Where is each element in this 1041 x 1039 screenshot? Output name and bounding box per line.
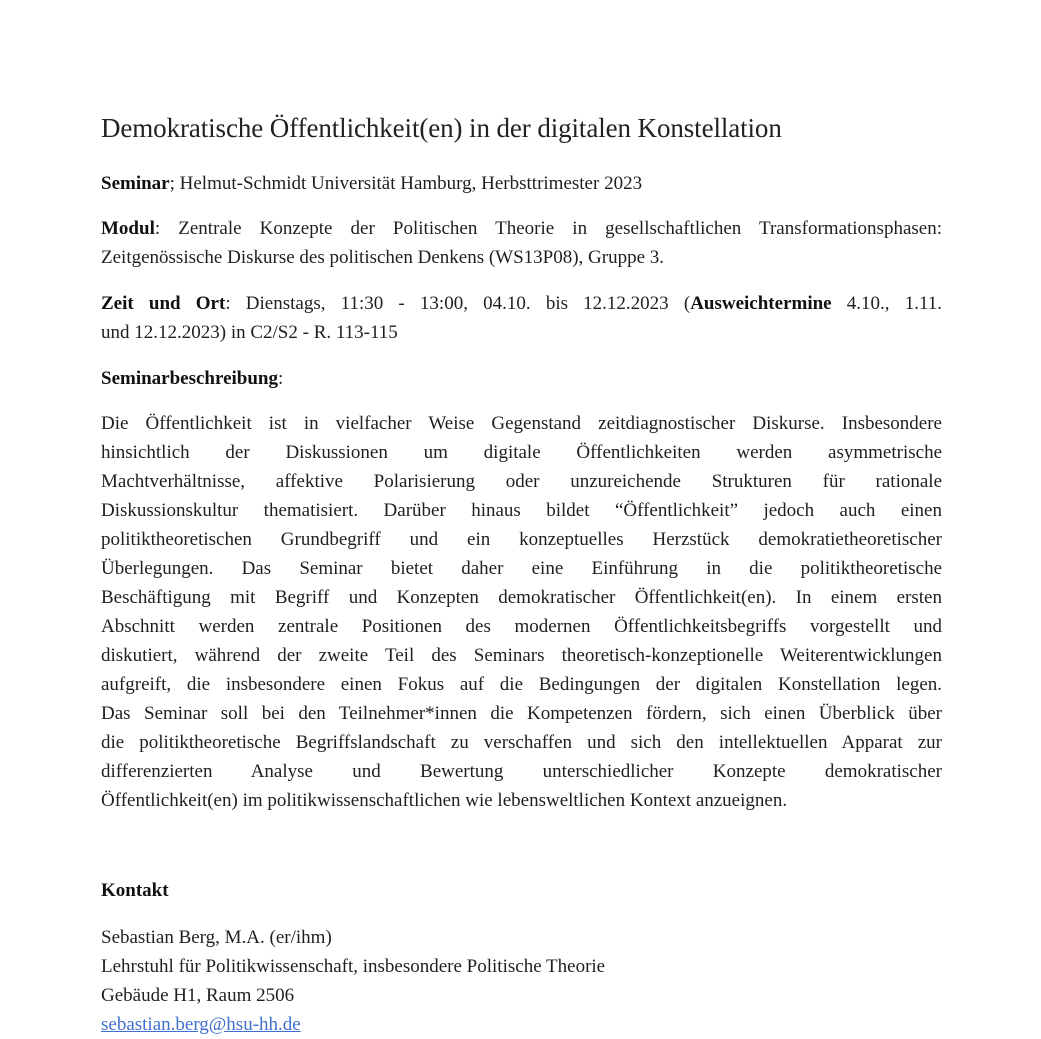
seminarbeschreibung-label: Seminarbeschreibung bbox=[101, 368, 279, 389]
document-title: Demokratische Öffentlichkeit(en) in der digitalen Konstellation bbox=[101, 113, 782, 143]
seminarbeschreibung-separator: : bbox=[278, 368, 284, 389]
seminar-separator: ; bbox=[169, 173, 180, 194]
description-line: Die Öffentlichkeit ist in vielfacher Weise Gegenstand zeitdiagnostischer Diskurse. Insbesondere bbox=[101, 413, 942, 434]
description-line: Machtverhältnisse, affektive Polarisierung oder unzureichende Strukturen für rationale bbox=[101, 471, 942, 492]
seminar-label: Seminar bbox=[101, 173, 170, 194]
seminar-description bbox=[101, 409, 942, 815]
seminar-text: Helmut-Schmidt Universität Hamburg, Herbsttrimester 2023 bbox=[179, 173, 643, 194]
zeit-text-1: Dienstags, 11:30 - 13:00, 04.10. bis 12.12.2023 ( bbox=[245, 293, 691, 314]
seminar-info bbox=[101, 169, 942, 198]
zeit-separator: : bbox=[225, 293, 246, 314]
zeit-line-1 bbox=[101, 289, 942, 318]
modul-line-1 bbox=[101, 214, 942, 243]
zeit-line-2: und 12.12.2023) in C2/S2 - R. 113-115 bbox=[101, 322, 398, 343]
contact-block bbox=[101, 923, 942, 1039]
description-line: aufgreift, die insbesondere einen Fokus auf die Bedingungen der digitalen Konstellation legen. bbox=[101, 674, 942, 695]
modul-line-2: Zeitgenössische Diskurse des politischen Denkens (WS13P08), Gruppe 3. bbox=[101, 247, 665, 268]
modul-info bbox=[101, 214, 942, 272]
kontakt-heading bbox=[101, 876, 942, 905]
description-line: hinsichtlich der Diskussionen um digitale Öffentlichkeiten werden asymmetrische bbox=[101, 442, 942, 463]
contact-name: Sebastian Berg, M.A. (er/ihm) bbox=[101, 927, 332, 948]
modul-text-1: Zentrale Konzepte der Politischen Theorie in gesellschaftlichen Transformationsphasen: bbox=[178, 218, 942, 239]
description-line: politiktheoretischen Grundbegriff und ein konzeptuelles Herzstück demokratietheoretischer bbox=[101, 529, 942, 550]
description-line: die politiktheoretische Begriffslandschaft zu verschaffen und sich den intellektuellen Apparat zur bbox=[101, 732, 942, 753]
description-line: Beschäftigung mit Begriff und Konzepten demokratischer Öffentlichkeit(en). In einem ersten bbox=[101, 587, 942, 608]
zeit-text-2: 4.10., 1.11. bbox=[831, 293, 943, 314]
description-line: Überlegungen. Das Seminar bietet daher eine Einführung in die politiktheoretische bbox=[101, 558, 942, 579]
description-line: Diskussionskultur thematisiert. Darüber hinaus bildet “Öffentlichkeit” jedoch auch einen bbox=[101, 500, 942, 521]
contact-chair: Lehrstuhl für Politikwissenschaft, insbesondere Politische Theorie bbox=[101, 956, 606, 977]
zeit-label: Zeit und Ort bbox=[101, 293, 226, 314]
modul-separator: : bbox=[154, 218, 179, 239]
description-line: differenzierten Analyse und Bewertung unterschiedlicher Konzepte demokratischer bbox=[101, 761, 942, 782]
ausweichtermine-label: Ausweichtermine bbox=[690, 293, 832, 314]
description-line: Das Seminar soll bei den Teilnehmer*innen die Kompetenzen fördern, sich einen Überblick über bbox=[101, 703, 942, 724]
kontakt-label: Kontakt bbox=[101, 880, 169, 901]
seminarbeschreibung-heading bbox=[101, 364, 942, 393]
description-line: diskutiert, während der zweite Teil des Seminars theoretisch-konzeptionelle Weiterentwicklungen bbox=[101, 645, 942, 666]
description-line: Abschnitt werden zentrale Positionen des modernen Öffentlichkeitsbegriffs vorgestellt und bbox=[101, 616, 942, 637]
contact-email-link[interactable]: sebastian.berg@hsu-hh.de bbox=[101, 1014, 301, 1035]
description-line: Öffentlichkeit(en) im politikwissenschaftlichen wie lebensweltlichen Kontext anzueignen. bbox=[101, 790, 788, 811]
modul-label: Modul bbox=[101, 218, 155, 239]
contact-office: Gebäude H1, Raum 2506 bbox=[101, 985, 295, 1006]
zeit-und-ort-info bbox=[101, 289, 942, 347]
